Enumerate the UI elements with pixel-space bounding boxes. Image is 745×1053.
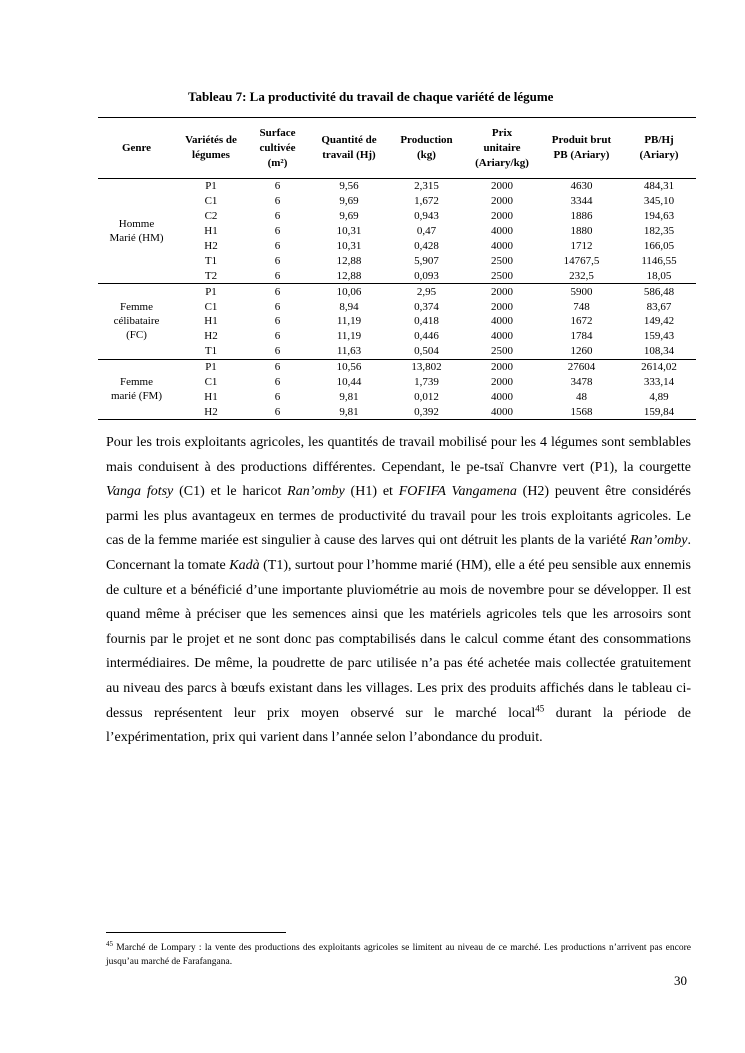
table-cell: 6 (274, 376, 281, 389)
table-caption: Tableau 7: La productivité du travail de chaque variété de légume (188, 89, 554, 104)
table-cell: 3344 (570, 195, 593, 208)
table-cell: 4000 (491, 390, 513, 403)
table-cell: 6 (274, 390, 281, 403)
table-cell: 159,43 (643, 330, 675, 343)
table-cell: 6 (274, 345, 281, 358)
table-cell: 1568 (570, 405, 593, 418)
table-group (98, 284, 696, 359)
table-cell: H2 (204, 330, 218, 343)
table-cell: 9,69 (339, 210, 359, 223)
table-cell: 5900 (570, 285, 593, 298)
table-cell: 333,14 (643, 376, 675, 389)
table-cell: 1,672 (414, 195, 439, 208)
table-cell: 5,907 (414, 254, 439, 267)
table-cell: 9,81 (339, 390, 359, 403)
table-cell: 6 (274, 210, 281, 223)
table-cell: 0,428 (414, 240, 439, 252)
productivity-table (98, 117, 696, 420)
header-production: Production (kg) (400, 134, 453, 161)
table-row (98, 179, 696, 194)
table-cell: 9,56 (339, 180, 359, 193)
table-cell: 166,05 (643, 240, 675, 252)
table-cell: H1 (204, 315, 218, 328)
table-cell: 748 (573, 300, 590, 313)
table-cell: 6 (274, 180, 281, 193)
genre-cell: Femme marié (FM) (110, 376, 162, 403)
table-cell: 0,446 (414, 330, 439, 343)
table-cell: 0,504 (414, 345, 439, 358)
table-cell: 1260 (570, 345, 593, 358)
table-cell: H1 (204, 390, 218, 403)
table-cell: 6 (274, 315, 281, 328)
header-quantite: Quantité de travail (Hj) (321, 134, 377, 161)
table-cell: 4630 (570, 180, 593, 193)
table-row (98, 239, 696, 254)
table-cell: 182,35 (643, 225, 675, 238)
table-cell: 6 (274, 330, 281, 343)
table-cell: 4000 (491, 330, 513, 343)
table-row (98, 329, 696, 344)
table-cell: 4000 (491, 315, 513, 328)
table-cell: 0,943 (414, 210, 439, 223)
table-cell: 2,315 (414, 180, 439, 193)
table-group (98, 179, 696, 284)
table-cell: 10,06 (336, 285, 362, 298)
table-cell: 27604 (567, 361, 596, 374)
footnote-reference: 45 (535, 702, 545, 713)
table-cell: C1 (204, 376, 218, 389)
table-cell: 6 (274, 269, 281, 282)
table-cell: 1,739 (414, 376, 439, 389)
table-cell: 4000 (491, 225, 513, 238)
table-cell: 11,19 (336, 330, 362, 343)
table-cell: H2 (204, 405, 218, 418)
table-cell: 9,69 (339, 195, 359, 208)
table-cell: T1 (204, 254, 218, 267)
table-cell: 0,418 (414, 315, 439, 328)
table-cell: 1784 (570, 330, 593, 343)
table-cell: 6 (274, 405, 281, 418)
table-cell: 0,374 (414, 300, 439, 313)
table-cell: 2000 (491, 361, 513, 374)
table-cell: 484,31 (643, 180, 675, 193)
table-cell: 2000 (491, 376, 513, 389)
genre-cell: Femme célibataire (FC) (113, 301, 160, 342)
table-cell: 3478 (570, 376, 593, 389)
table-row (98, 344, 696, 359)
table-cell: 1146,55 (641, 254, 677, 267)
table-cell: 2500 (491, 269, 513, 282)
table-cell: 11,63 (336, 345, 362, 358)
table-cell: 2614,02 (641, 361, 677, 374)
table-cell: 12,88 (336, 269, 362, 282)
table-cell: 1880 (570, 225, 593, 238)
header-variete: Variétés de légumes (185, 134, 237, 161)
table-cell: 345,10 (643, 195, 675, 208)
table-row (98, 299, 696, 314)
table-cell: 6 (274, 254, 281, 267)
footnote: $^{45}$ Marché de Lompary : la vente des productions des exploitants agricoles se limitent au niveau de ce marché. Les productions n’arrivent pas encore jusqu’au marché de Farafangana. (106, 940, 691, 968)
table-cell: 2500 (491, 254, 513, 267)
table-cell: 10,56 (336, 361, 362, 374)
table-row (98, 389, 696, 404)
table-cell: P1 (205, 361, 217, 374)
table-cell: 83,67 (646, 300, 672, 313)
table-cell: 6 (274, 240, 281, 252)
table-cell: 2000 (491, 195, 513, 208)
table-cell: 48 (576, 390, 587, 403)
body-paragraph: Pour les trois exploitants agricoles, les quantités de travail mobilisé pour les 4 légumes sont semblables mais conduisent à des productions différentes. Cependant, le pe-tsaï Chanvre vert (P1), la courgette Vanga fotsy (C1) et le haricot Ran’omby (H1) et FOFIFA Vangamena (H2) peuvent être considérés parmi les plus avantageux en termes de productivité du travail pour les trois exploitants agricoles. Le cas de la femme mariée est singulier à cause des larves qui ont détruit les plants de la variété Ran’omby. Concernant la tomate Kadà (T1), surtout pour l’homme marié (HM), elle a été peu sensible aux ennemis de culture et a bénéficié d’une importante pluviométrie au mois de novembre pour se développer. Il est quand même à préciser que les semences ainsi que les matériels agricoles tels que les arrosoirs sont fournis par le projet et ne sont donc pas comptabilisés dans le calcul comme étant des consommations intermédiaires. De même, la poudrette de parc utilisée n’a pas été achetée mais collectée gratuitement au niveau des parcs à bœufs existant dans les villages. Les prix des produits affichés dans le tableau ci-dessus représentent leur prix moyen observé sur le marché local$^{45}$ durant la période de l’expérimentation, prix qui varient dans l’année selon l’abondance du produit. (106, 435, 692, 746)
table-cell: 10,31 (336, 240, 362, 252)
table-row (98, 194, 696, 209)
table-cell: 10,44 (336, 376, 362, 389)
table-cell: 0,012 (414, 390, 439, 403)
table-group (98, 359, 696, 420)
table-cell: 6 (274, 285, 281, 298)
table-cell: 9,81 (339, 405, 359, 418)
table-cell: 2000 (491, 180, 513, 193)
table-cell: 232,5 (569, 269, 594, 282)
table-cell: 6 (274, 361, 281, 374)
table-cell: 194,63 (643, 210, 675, 223)
table-cell: 2000 (491, 285, 513, 298)
table-cell: 13,802 (411, 361, 442, 374)
header-produit-brut: Produit brut PB (Ariary) (551, 134, 612, 161)
table-cell: 4000 (491, 405, 513, 418)
table-cell: P1 (205, 180, 217, 193)
table-cell: T1 (204, 345, 218, 358)
table-cell: 1886 (570, 210, 593, 223)
table-cell: 14767,5 (563, 254, 600, 267)
table-cell: 2500 (491, 345, 513, 358)
table-cell: 6 (274, 300, 281, 313)
table-cell: T2 (204, 269, 218, 282)
table-cell: 2,95 (416, 285, 437, 298)
table-cell: H1 (204, 225, 218, 238)
table-cell: 18,05 (646, 269, 672, 282)
page-number: 30 (674, 973, 687, 988)
header-surface: Surface cultivée (m²) (259, 126, 296, 169)
table-cell: 108,34 (643, 345, 675, 358)
footnote-separator (106, 932, 286, 933)
table-row (98, 268, 696, 283)
table-cell: H2 (204, 240, 218, 252)
table-header (98, 118, 696, 179)
table-row (98, 209, 696, 224)
table-row (98, 375, 696, 390)
table-cell: 4,89 (649, 390, 669, 403)
table-cell: C1 (204, 300, 218, 313)
table-cell: 11,19 (336, 315, 362, 328)
header-prix: Prix unitaire (Ariary/kg) (475, 126, 529, 169)
table-cell: 2000 (491, 300, 513, 313)
table-cell: 6 (274, 225, 281, 238)
table-row (98, 359, 696, 374)
table-row (98, 284, 696, 299)
table-row (98, 404, 696, 419)
table-cell: 159,84 (643, 405, 675, 418)
table-row (98, 314, 696, 329)
table-row (98, 224, 696, 239)
table-cell: C1 (204, 195, 218, 208)
table-cell: 149,42 (643, 315, 675, 328)
table-cell: P1 (205, 285, 217, 298)
table-cell: 586,48 (643, 285, 675, 298)
table-cell: 1672 (570, 315, 593, 328)
table-cell: 1712 (570, 240, 593, 252)
genre-cell: Homme Marié (HM) (109, 218, 164, 245)
table-cell: 6 (274, 195, 281, 208)
table-cell: 0,392 (414, 405, 439, 418)
header-genre: Genre (121, 141, 152, 154)
table-cell: 2000 (491, 210, 513, 223)
table-cell: 10,31 (336, 225, 362, 238)
table-cell: 8,94 (339, 300, 359, 313)
header-pb-hj: PB/Hj (Ariary) (639, 134, 679, 161)
table-cell: C2 (204, 210, 218, 223)
table-cell: 0,47 (416, 225, 437, 238)
table-row (98, 253, 696, 268)
table-cell: 4000 (491, 240, 513, 252)
table-cell: 12,88 (336, 254, 362, 267)
table-cell: 0,093 (414, 269, 439, 282)
